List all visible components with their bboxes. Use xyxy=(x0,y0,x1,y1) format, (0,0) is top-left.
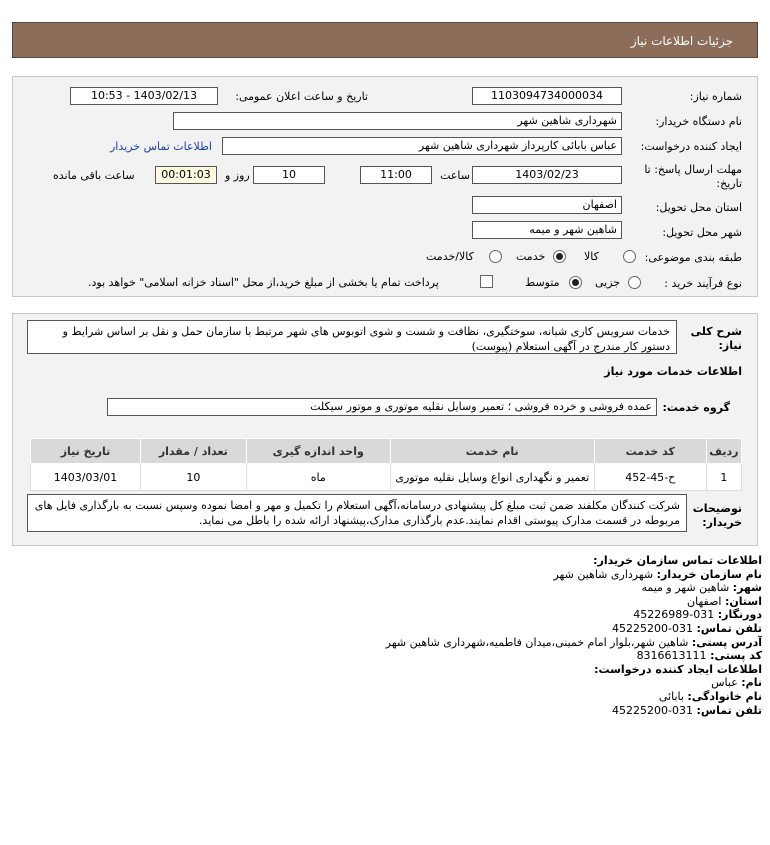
contact-org-value: شهرداری شاهین شهر xyxy=(553,567,654,581)
col-need-date: تاریخ نیاز xyxy=(31,439,141,464)
treasury-checkbox[interactable] xyxy=(480,275,493,288)
creator-family-value: بابائی xyxy=(658,689,684,703)
cell-quantity: 10 xyxy=(141,464,247,491)
announce-date-field: 1403/02/13 - 10:53 xyxy=(70,87,218,105)
creator-name-value: عباس xyxy=(711,676,738,690)
creator-name-row xyxy=(12,676,762,690)
cell-row: 1 xyxy=(706,464,741,491)
contact-province-row xyxy=(12,595,762,609)
contact-fax-value: 031-45226989 xyxy=(633,608,715,622)
service-group-field: عمده فروشی و خرده فروشی ؛ تعمیر وسایل نقلیه موتوری و موتور سیکلت xyxy=(107,398,657,416)
description-label: شرح کلی xyxy=(690,325,742,338)
need-number-label: شماره نیاز: xyxy=(689,90,742,103)
buyer-name-field: شهرداری شاهین شهر xyxy=(173,112,622,130)
creator-family-label: نام خانوادگی: xyxy=(687,689,762,703)
cell-service-name: تعمیر و نگهداری انواع وسایل نقلیه موتوری xyxy=(390,464,594,491)
service-group-label: گروه خدمت: xyxy=(662,401,730,414)
category-label: طبقه بندی موضوعی: xyxy=(644,251,742,264)
province-field: اصفهان xyxy=(472,196,622,214)
buyer-notes-label-buyer: خریدار: xyxy=(702,516,742,529)
contact-address-label: آدرس پستی: xyxy=(691,635,762,649)
contact-city-row xyxy=(12,581,762,595)
deadline-label: مهلت ارسال پاسخ: تا xyxy=(644,163,742,176)
services-table-header xyxy=(31,439,742,464)
contact-city-value: شاهین شهر و میمه xyxy=(641,581,730,595)
page-title: جزئیات اطلاعات نیاز xyxy=(630,34,733,48)
creator-phone-value: 031-45225200 xyxy=(612,703,694,717)
contact-postal-value: 8316613111 xyxy=(636,649,707,663)
city-field: شاهین شهر و میمه xyxy=(472,221,622,239)
category-goods-service-radio[interactable] xyxy=(489,250,502,263)
buyer-contact-info xyxy=(12,554,762,717)
days-field: 10 xyxy=(253,166,325,184)
col-quantity: تعداد / مقدار xyxy=(141,439,247,464)
creator-info-title: اطلاعات ایجاد کننده درخواست: xyxy=(594,662,762,676)
deadline-time-label: ساعت xyxy=(440,169,470,182)
need-number-field: 1103094734000034 xyxy=(472,87,622,105)
remaining-time-field: 00:01:03 xyxy=(155,166,217,184)
creator-phone-row xyxy=(12,704,762,718)
process-medium-radio[interactable] xyxy=(569,276,582,289)
contact-phone-label: تلفن تماس: xyxy=(696,621,762,635)
contact-org-row xyxy=(12,568,762,582)
buyer-contact-link[interactable]: اطلاعات تماس خریدار xyxy=(110,140,212,153)
contact-address-row xyxy=(12,636,762,650)
creator-phone-label: تلفن تماس: xyxy=(696,703,762,717)
category-service-label: خدمت xyxy=(516,250,546,263)
contact-title: اطلاعات تماس سازمان خریدار: xyxy=(593,554,762,567)
services-section-title: اطلاعات خدمات مورد نیاز xyxy=(604,365,742,378)
creator-label: ایجاد کننده درخواست: xyxy=(640,140,742,153)
creator-family-row xyxy=(12,690,762,704)
col-unit: واحد اندازه گیری xyxy=(246,439,390,464)
cell-need-date: 1403/03/01 xyxy=(31,464,141,491)
announce-date-label: تاریخ و ساعت اعلان عمومی: xyxy=(235,90,368,103)
contact-phone-row xyxy=(12,622,762,636)
contact-org-label: نام سازمان خریدار: xyxy=(656,567,762,581)
treasury-text: پرداخت تمام یا بخشی از مبلغ خرید،از محل "اسناد خزانه اسلامی" خواهد بود. xyxy=(88,276,439,289)
process-type-label: نوع فرآیند خرید : xyxy=(664,277,742,290)
buyer-notes-label: توضیحات xyxy=(692,502,742,515)
col-service-name: نام خدمت xyxy=(390,439,594,464)
process-medium-label: متوسط xyxy=(525,276,560,289)
deadline-date-field: 1403/02/23 xyxy=(472,166,622,184)
buyer-notes-text: شرکت کنندگان مکلفند ضمن ثبت مبلغ کل پیشنهادی درسامانه،آگهی استعلام را تکمیل و مهر و امضا نموده وسپس نسبت به بارگذاری فایل های مربوطه در قسمت مدارک پیوستی اقدام نمایند.عدم بارگذاری مدارک،پیشنهاد ارائه شده را باطل می نماید. xyxy=(27,494,687,532)
process-minor-label: جزیی xyxy=(595,276,621,289)
category-service-radio[interactable] xyxy=(553,250,566,263)
category-goods-service-label: کالا/خدمت xyxy=(426,250,474,263)
table-row xyxy=(31,464,742,491)
category-goods-radio[interactable] xyxy=(623,250,636,263)
contact-province-label: استان: xyxy=(725,594,762,608)
contact-phone-value: 031-45225200 xyxy=(612,621,694,635)
description-label-need: نیاز: xyxy=(718,339,742,352)
contact-address-value: شاهین شهر،بلوار امام خمینی،میدان فاطمیه،شهرداری شاهین شهر xyxy=(385,635,689,649)
creator-field: عباس بابائی کارپرداز شهرداری شاهین شهر xyxy=(222,137,622,155)
category-goods-label: کالا xyxy=(584,250,599,263)
deadline-label-date: تاریخ: xyxy=(716,177,742,190)
days-label: روز و xyxy=(225,169,250,182)
buyer-name-label: نام دستگاه خریدار: xyxy=(655,115,742,128)
city-label: شهر محل تحویل: xyxy=(662,226,742,239)
process-minor-radio[interactable] xyxy=(628,276,641,289)
contact-city-label: شهر: xyxy=(732,581,762,595)
contact-fax-row xyxy=(12,608,762,622)
col-service-code: کد خدمت xyxy=(594,439,706,464)
services-table xyxy=(30,438,742,491)
province-label: استان محل تحویل: xyxy=(655,201,742,214)
contact-fax-label: دورنگار: xyxy=(717,608,762,622)
description-text: خدمات سرویس کاری شبانه، سوختگیری، نظافت و شست و شوی اتوبوس های شهر مرتبط با سازمان حمل و نقل بر اساس شرایط و دستور کار مندرج در آگهی استعلام (پیوست) xyxy=(27,320,677,354)
page-header xyxy=(12,22,758,58)
remaining-time-label: ساعت باقی مانده xyxy=(53,169,135,182)
deadline-time-field: 11:00 xyxy=(360,166,432,184)
contact-province-value: اصفهان xyxy=(687,594,722,608)
cell-service-code: ح-45-452 xyxy=(594,464,706,491)
creator-name-label: نام: xyxy=(741,676,762,690)
contact-postal-label: کد پستی: xyxy=(710,649,762,663)
cell-unit: ماه xyxy=(246,464,390,491)
contact-postal-row xyxy=(12,649,762,663)
col-row: ردیف xyxy=(706,439,741,464)
